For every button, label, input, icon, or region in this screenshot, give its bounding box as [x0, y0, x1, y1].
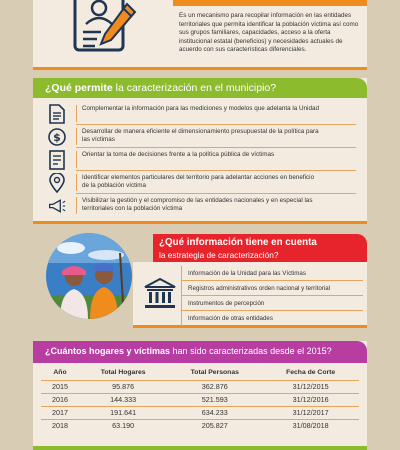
- statistics-header: [33, 341, 367, 363]
- table-row: 2016 144.333 521.593 31/12/2016: [41, 393, 359, 406]
- statistics-panel: [33, 341, 367, 450]
- document-icon: [48, 104, 66, 124]
- purpose-panel: [33, 78, 367, 224]
- purpose-item: $ Desarrollar de manera eficiente el dimensionamiento presupuestal de la política para las víctimas: [46, 126, 356, 148]
- statistics-title: ¿Cuántos hogares y víctimas han sido caracterizadas desde el 2015?: [45, 346, 332, 356]
- purpose-item: Visibilizar la gestión y el compromiso de las entidades nacionales y en especial las territoriales con la población víctima: [46, 195, 356, 217]
- dollar-icon: [48, 127, 66, 147]
- column-header-year: Año: [53, 369, 67, 377]
- purpose-item: Identificar elementos particulares del territorio para adelantar acciones en beneficio de la población víctima: [46, 172, 356, 194]
- definition-text: Es un mecanismo para recopilar información en las entidades territoriales que permita identificar la población víctima así como sus grupos familiares, capacidades, acceso a la oferta institucional estatal (beneficios) y necesidades actuales de acuerdo con sus características diferenciales.: [179, 12, 359, 54]
- information-body: [133, 262, 367, 328]
- form-pencil-icon: [55, 0, 145, 58]
- map-pin-icon: [48, 173, 66, 193]
- women-photo: [46, 233, 132, 319]
- checklist-icon: [48, 150, 66, 170]
- statistics-table: [41, 366, 359, 432]
- table-header-row: [41, 366, 359, 380]
- orange-header-stripe: [173, 0, 367, 6]
- information-list: [181, 266, 363, 326]
- column-header-households: Total Hogares: [100, 369, 146, 377]
- column-header-persons: Total Personas: [190, 369, 239, 377]
- information-panel: [33, 232, 367, 332]
- megaphone-icon: [48, 196, 66, 216]
- column-header-cutoff-date: Fecha de Corte: [286, 369, 336, 377]
- purpose-item: Orientar la toma de decisiones frente a la política pública de víctimas: [46, 149, 356, 171]
- information-title: ¿Qué información tiene en cuenta: [159, 237, 317, 248]
- bottom-accent-bar: [33, 446, 367, 450]
- purpose-header: [33, 78, 367, 98]
- purpose-item: Complementar la información para las mediciones y modelos que adelanta la Unidad: [46, 103, 356, 125]
- information-item: Información de otras entidades: [181, 311, 363, 326]
- bank-building-icon: [143, 276, 177, 310]
- purpose-title: ¿Qué permite la caracterización en el municipio?: [45, 82, 277, 94]
- information-item: Instrumentos de percepción: [181, 296, 363, 311]
- definition-panel: [33, 0, 367, 70]
- table-row: 2015 95.876 362.876 31/12/2015: [41, 380, 359, 393]
- information-item: Registros administrativos orden nacional y territorial: [181, 281, 363, 296]
- table-row: 2018 63.190 205.827 31/08/2018: [41, 419, 359, 432]
- information-header: [153, 234, 367, 262]
- table-row: 2017 191.641 634.233 31/12/2017: [41, 406, 359, 419]
- information-item: Información de la Unidad para las Víctimas: [181, 266, 363, 281]
- svg-text:$: $: [53, 131, 61, 144]
- information-subtitle: la estrategia de caracterización?: [159, 250, 279, 260]
